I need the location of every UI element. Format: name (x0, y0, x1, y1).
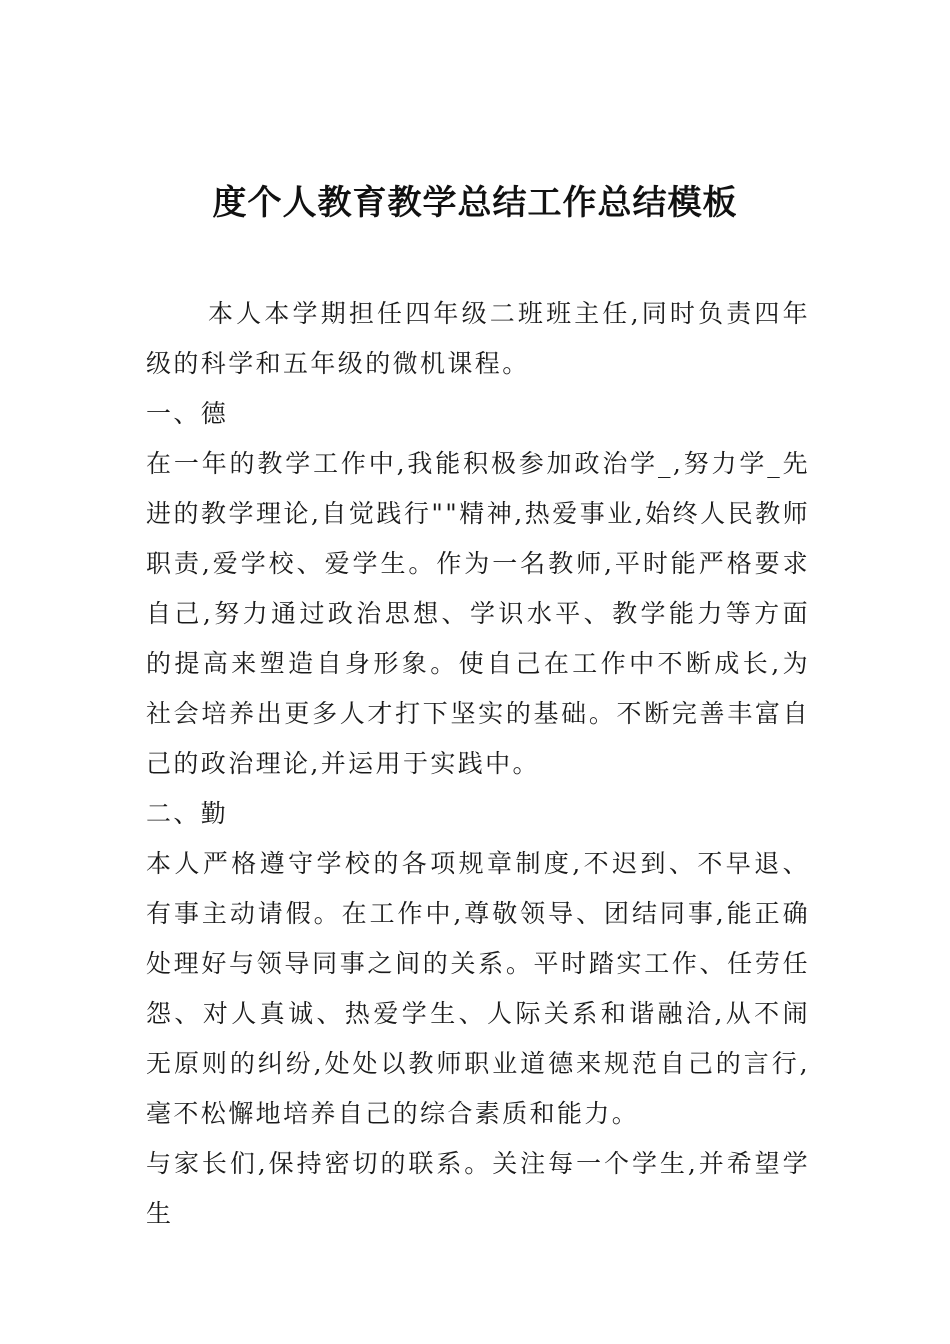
section-paragraph-de: 在一年的教学工作中,我能积极参加政治学_,努力学_先进的教学理论,自觉践行""精神,热爱事业,始终人民教师职责,爱学校、爱学生。作为一名教师,平时能严格要求自己,努力通过政治思想、学识水平、教学能力等方面的提高来塑造自身形象。使自己在工作中不断成长,为社会培养出更多人才打下坚实的基础。不断完善丰富自己的政治理论,并运用于实践中。 (146, 449, 810, 778)
document-title: 度个人教育教学总结工作总结模板 (212, 182, 738, 223)
section-heading-de: 一、德 (146, 399, 229, 428)
document-body (146, 289, 810, 1239)
section-paragraph-qin: 本人严格遵守学校的各项规章制度,不迟到、不早退、有事主动请假。在工作中,尊敬领导、团结同事,能正确处理好与领导同事之间的关系。平时踏实工作、任劳任怨、对人真诚、热爱学生、人际关系和谐融洽,从不闹无原则的纠纷,处处以教师职业道德来规范自己的言行,毫不松懈地培养自己的综合素质和能力。 (146, 849, 810, 1128)
closing-paragraph: 与家长们,保持密切的联系。关注每一个学生,并希望学生 (146, 1149, 810, 1228)
section-heading-qin: 二、勤 (146, 799, 229, 828)
intro-paragraph: 本人本学期担任四年级二班班主任,同时负责四年级的科学和五年级的微机课程。 (146, 299, 810, 378)
